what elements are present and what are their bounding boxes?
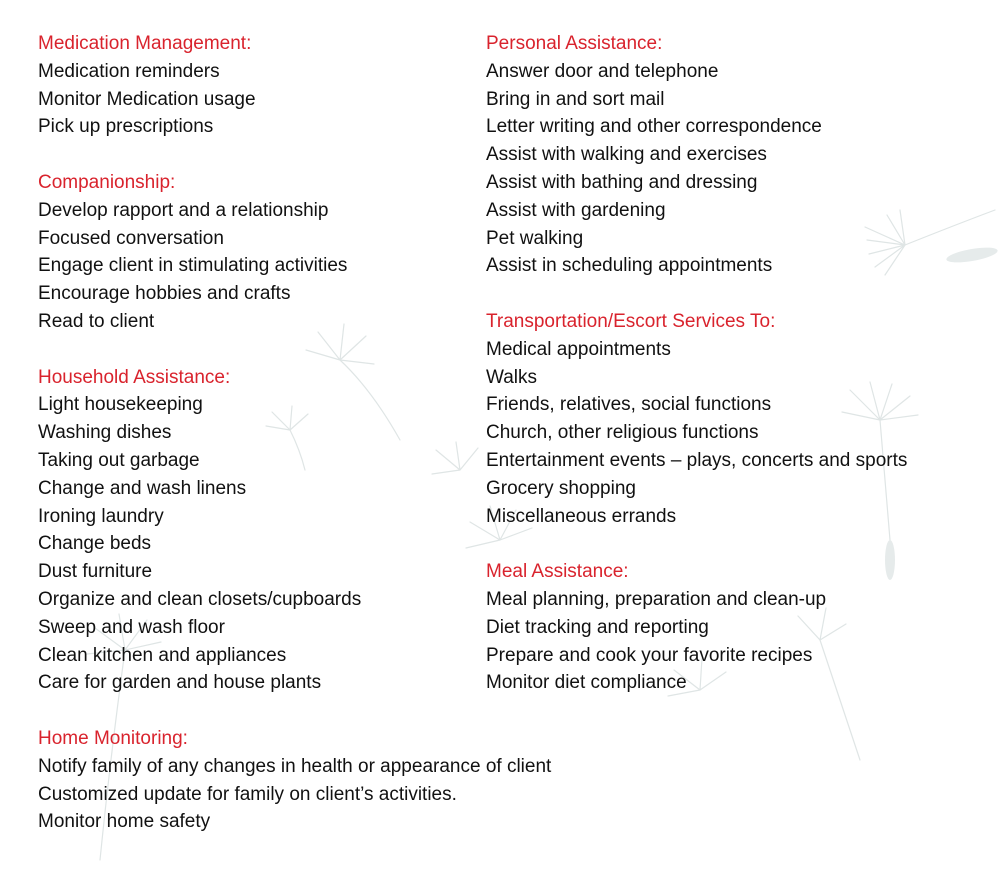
list-item: Medication reminders (38, 60, 220, 82)
section-companionship (38, 169, 478, 336)
service-list (486, 336, 996, 531)
list-item: Organize and clean closets/cupboards (38, 588, 362, 610)
list-item: Clean kitchen and appliances (38, 644, 287, 666)
section-heading: Personal Assistance: (486, 33, 663, 54)
list-item: Light housekeeping (38, 394, 203, 416)
list-item: Grocery shopping (486, 477, 636, 499)
list-item: Dust furniture (38, 561, 153, 583)
list-item: Notify family of any changes in health or appearance of client (38, 755, 552, 777)
list-item: Customized update for family on client’s activities. (38, 783, 457, 805)
list-item: Pet walking (486, 227, 584, 249)
list-item: Medical appointments (486, 338, 671, 360)
list-item: Develop rapport and a relationship (38, 199, 329, 221)
section-heading: Companionship: (38, 171, 176, 193)
list-item: Assist with gardening (486, 199, 666, 221)
list-item: Monitor diet compliance (486, 672, 687, 694)
list-item: Answer door and telephone (486, 60, 719, 82)
list-item: Miscellaneous errands (486, 505, 677, 527)
list-item: Prepare and cook your favorite recipes (486, 644, 813, 666)
list-item: Care for garden and house plants (38, 672, 322, 694)
section-heading: Meal Assistance: (486, 561, 629, 583)
list-item: Bring in and sort mail (486, 88, 665, 110)
section-medication-management (38, 30, 478, 141)
service-list (486, 58, 996, 280)
section-meal-assistance (486, 558, 996, 697)
list-item: Pick up prescriptions (38, 116, 214, 138)
list-item: Assist in scheduling appointments (486, 255, 773, 277)
section-heading: Medication Management: (38, 33, 252, 54)
right-column (486, 30, 996, 725)
list-item: Washing dishes (38, 422, 172, 444)
list-item: Change and wash linens (38, 477, 247, 499)
list-item: Meal planning, preparation and clean-up (486, 588, 827, 610)
list-item: Ironing laundry (38, 505, 164, 527)
list-item: Church, other religious functions (486, 422, 759, 444)
service-list (486, 586, 996, 697)
section-heading: Household Assistance: (38, 366, 231, 388)
list-item: Diet tracking and reporting (486, 616, 709, 638)
list-item: Entertainment events – plays, concerts and sports (486, 449, 908, 471)
list-item: Friends, relatives, social functions (486, 394, 772, 416)
section-transportation-escort (486, 308, 996, 530)
list-item: Read to client (38, 310, 155, 332)
list-item: Engage client in stimulating activities (38, 255, 348, 277)
list-item: Assist with walking and exercises (486, 144, 767, 166)
list-item: Taking out garbage (38, 449, 200, 471)
list-item: Assist with bathing and dressing (486, 171, 758, 193)
list-item: Walks (486, 366, 538, 388)
list-item: Monitor home safety (38, 811, 211, 833)
list-item: Encourage hobbies and crafts (38, 283, 291, 305)
service-list (38, 753, 552, 836)
list-item: Monitor Medication usage (38, 88, 256, 110)
service-list (38, 391, 478, 697)
list-item: Focused conversation (38, 227, 224, 249)
section-heading: Transportation/Escort Services To: (486, 310, 776, 332)
list-item: Letter writing and other correspondence (486, 116, 822, 138)
list-item: Change beds (38, 533, 152, 555)
list-item: Sweep and wash floor (38, 616, 225, 638)
service-list (38, 197, 478, 336)
section-household-assistance (38, 364, 478, 698)
service-list (38, 58, 478, 141)
section-home-monitoring (38, 725, 552, 836)
section-heading: Home Monitoring: (38, 727, 188, 749)
section-personal-assistance (486, 30, 996, 280)
